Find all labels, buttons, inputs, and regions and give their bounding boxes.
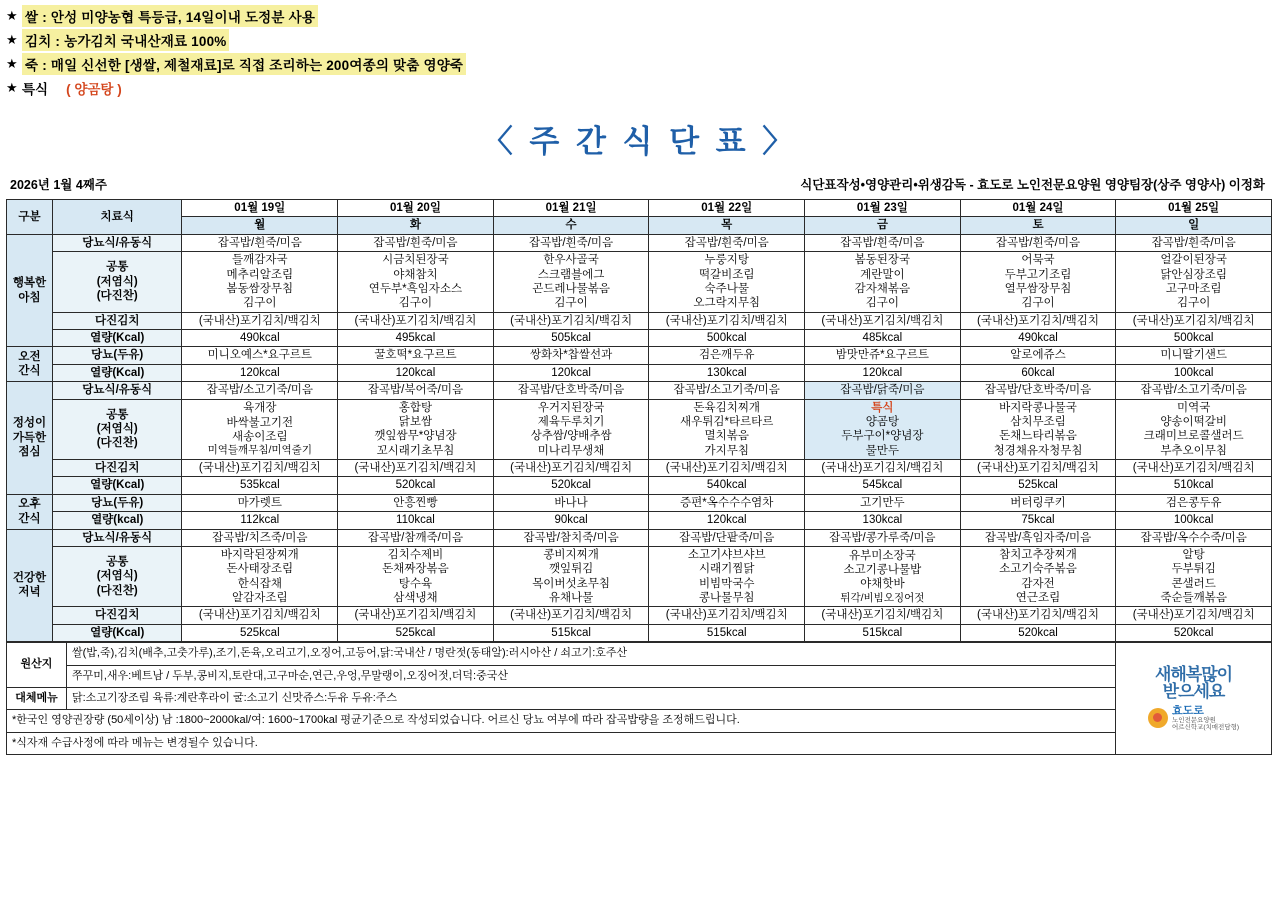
facility-sub2: 어르신학교(치매전담형): [1171, 724, 1240, 732]
cell: 미니딸기샌드: [1116, 347, 1272, 364]
star-icon: ★: [6, 7, 18, 23]
note-row-2: [7, 732, 1116, 754]
cell: 검은콩두유: [1116, 494, 1272, 511]
alt-menu-line: 닭:소고기장조림 육류:계란후라이 굴:소고기 신맛쥬스:두유 두유:주스: [67, 687, 1116, 709]
note-row-1: [7, 710, 1116, 732]
snack-pm-kcal-row: [7, 512, 1272, 529]
cell: 고기만두: [805, 494, 961, 511]
star-icon: ★: [6, 55, 18, 71]
cell: 잡곡밥/옥수수죽/미음: [1116, 529, 1272, 546]
cell: 잡곡밥/흑임자죽/미음: [960, 529, 1116, 546]
cell: (국내산)포기김치/백김치: [493, 607, 649, 624]
dish-cell: 봄동된장국 계란말이 감자채볶음 김구이: [805, 252, 961, 313]
dish-cell: 육개장 바싹불고기전 새송이조림 미역들깨무침/미역줄기: [182, 399, 338, 460]
dish-cell: 김치수제비 돈채짜장볶음 탕수육 삼색냉채: [338, 546, 494, 607]
cell: 잡곡밥/닭죽/미음: [805, 382, 961, 399]
row-label-kimchi: 다진김치: [52, 312, 182, 329]
cell: 120kcal: [649, 512, 805, 529]
header-day-5: 토: [960, 217, 1116, 234]
cell: 잡곡밥/소고기죽/미음: [649, 382, 805, 399]
dish-cell: 참치고추장찌개 소고기숙주볶음 감자전 연근조림: [960, 546, 1116, 607]
cell: 잡곡밥/흰죽/미음: [338, 234, 494, 251]
cell: 잡곡밥/소고기죽/미음: [182, 382, 338, 399]
cell: 120kcal: [338, 364, 494, 381]
cell: 잡곡밥/흰죽/미음: [960, 234, 1116, 251]
cell: 540kcal: [649, 477, 805, 494]
cell: 515kcal: [493, 624, 649, 641]
row-label-dangnyo-duyu: 당뇨(두유): [52, 347, 182, 364]
cell: 잡곡밥/참치죽/미음: [493, 529, 649, 546]
header-day-0: 월: [182, 217, 338, 234]
dish-cell: 어묵국 두부고기조림 열무쌈장무침 김구이: [960, 252, 1116, 313]
header-date-0: 01월 19일: [182, 200, 338, 217]
section-snack-am: 오전 간식: [7, 347, 53, 382]
row-label-kcal: 열량(Kcal): [52, 477, 182, 494]
cell: (국내산)포기김치/백김치: [182, 460, 338, 477]
origin-line-2: 쭈꾸미,새우:베트남 / 두부,콩비지,토란대,고구마순,연근,우엉,무말랭이,오징어젓,더덕:중국산: [67, 665, 1116, 687]
note-row: [6, 30, 1279, 49]
table-header-dates: [7, 200, 1272, 217]
alt-menu-label: 대체메뉴: [7, 687, 67, 709]
cell: (국내산)포기김치/백김치: [649, 607, 805, 624]
cell: 490kcal: [182, 330, 338, 347]
cell: 꿀호떡*요구르트: [338, 347, 494, 364]
breakfast-dangnyo-row: [7, 234, 1272, 251]
origin-label: 원산지: [7, 643, 67, 688]
page-title: 〈 주 간 식 단 표 〉: [481, 124, 798, 159]
dish-cell: 들깨감자국 메추리알조림 봄동쌈장무침 김구이: [182, 252, 338, 313]
dinner-dangnyo-row: [7, 529, 1272, 546]
star-icon: ★: [6, 31, 18, 47]
dish-cell: 소고기샤브샤브 시래기찜닭 비빔막국수 콩나물무침: [649, 546, 805, 607]
row-label-kcal: 열량(Kcal): [52, 364, 182, 381]
cell: 485kcal: [805, 330, 961, 347]
cell: 510kcal: [1116, 477, 1272, 494]
cell: (국내산)포기김치/백김치: [805, 312, 961, 329]
special-note-row: [6, 78, 1279, 98]
cell: (국내산)포기김치/백김치: [1116, 312, 1272, 329]
cell: 미니오예스*요구르트: [182, 347, 338, 364]
cell: 525kcal: [960, 477, 1116, 494]
cell: 500kcal: [649, 330, 805, 347]
header-day-6: 일: [1116, 217, 1272, 234]
footer-note-2: *식자재 수급사정에 따라 메뉴는 변경될수 있습니다.: [7, 732, 1116, 754]
cell: 쌍화차*찹쌀선과: [493, 347, 649, 364]
dinner-kcal-row: [7, 624, 1272, 641]
cell: 120kcal: [493, 364, 649, 381]
special-note-value: ( 양곰탕 ): [66, 82, 122, 97]
header-day-2: 수: [493, 217, 649, 234]
header-gubun: 구분: [7, 200, 53, 235]
row-label-kcal: 열량(kcal): [52, 512, 182, 529]
cell: (국내산)포기김치/백김치: [338, 312, 494, 329]
cell: 520kcal: [1116, 624, 1272, 641]
cell: (국내산)포기김치/백김치: [182, 607, 338, 624]
facility-sub: 노인전문요양원: [1171, 717, 1216, 725]
row-label-gongtong: 공통 (저염식) (다진찬): [52, 252, 182, 313]
cell: 잡곡밥/흰죽/미음: [1116, 234, 1272, 251]
cell: (국내산)포기김치/백김치: [493, 312, 649, 329]
cell: (국내산)포기김치/백김치: [960, 312, 1116, 329]
cell: 밤맛만쥬*요구르트: [805, 347, 961, 364]
cell: (국내산)포기김치/백김치: [182, 312, 338, 329]
header-date-1: 01월 20일: [338, 200, 494, 217]
cell: 525kcal: [182, 624, 338, 641]
cell: 515kcal: [649, 624, 805, 641]
cell: 545kcal: [805, 477, 961, 494]
logo-bottom: [1148, 705, 1239, 731]
cell: 515kcal: [805, 624, 961, 641]
cell: 100kcal: [1116, 512, 1272, 529]
row-label-kcal: 열량(Kcal): [52, 330, 182, 347]
dish-cell: 한우사골국 스크램블에그 곤드레나물볶음 김구이: [493, 252, 649, 313]
lunch-kimchi-row: [7, 460, 1272, 477]
sun-logo-icon: [1148, 708, 1168, 728]
header-day-1: 화: [338, 217, 494, 234]
row-label-dangnyo: 당뇨식/유동식: [52, 529, 182, 546]
section-snack-pm: 오후 간식: [7, 494, 53, 529]
cell: (국내산)포기김치/백김치: [338, 607, 494, 624]
row-label-dangnyo: 당뇨식/유동식: [52, 234, 182, 251]
cell: 130kcal: [649, 364, 805, 381]
alt-menu-row: [7, 687, 1116, 709]
footer-block: [6, 642, 1272, 755]
origin-row-1: [7, 643, 1116, 665]
section-dinner: 건강한 저녁: [7, 529, 53, 642]
dinner-kimchi-row: [7, 607, 1272, 624]
row-label-kcal: 열량(Kcal): [52, 624, 182, 641]
dish-cell: 콩비지찌개 깻잎튀김 목이버섯초무침 유채나물: [493, 546, 649, 607]
cell: (국내산)포기김치/백김치: [1116, 460, 1272, 477]
cell: 120kcal: [182, 364, 338, 381]
breakfast-kimchi-row: [7, 312, 1272, 329]
meta-line: [0, 175, 1279, 199]
cell: 130kcal: [805, 512, 961, 529]
cell: (국내산)포기김치/백김치: [493, 460, 649, 477]
cell: 90kcal: [493, 512, 649, 529]
cell: 120kcal: [805, 364, 961, 381]
origin-row-2: [7, 665, 1116, 687]
row-label-dangnyo: 당뇨식/유동식: [52, 382, 182, 399]
note-row: [6, 6, 1279, 25]
cell: 525kcal: [338, 624, 494, 641]
cell: 버터링쿠키: [960, 494, 1116, 511]
row-label-dangnyo-duyu: 당뇨(두유): [52, 494, 182, 511]
dish-cell: 돈육김치찌개 새우튀김*타르타르 멸치볶음 가지무침: [649, 399, 805, 460]
row-label-kimchi: 다진김치: [52, 607, 182, 624]
facility-name: 효도로: [1171, 705, 1204, 718]
section-breakfast: 행복한 아침: [7, 234, 53, 347]
cell: 잡곡밥/북어죽/미음: [338, 382, 494, 399]
snack-am-items-row: [7, 347, 1272, 364]
header-date-6: 01월 25일: [1116, 200, 1272, 217]
cell: 110kcal: [338, 512, 494, 529]
cell: (국내산)포기김치/백김치: [960, 460, 1116, 477]
footer-note-1: *한국인 영양권장량 (50세이상) 남 :1800~2000kal/여: 1600~1700kal 평균기준으로 작성되었습니다. 어르신 당뇨 여부에 따라 잡곡밥량을 조정해드립니다.: [7, 710, 1116, 732]
cell: 520kcal: [960, 624, 1116, 641]
star-icon: ★: [6, 80, 18, 95]
week-label: 2026년 1월 4째주: [10, 178, 107, 192]
cell: 535kcal: [182, 477, 338, 494]
snack-am-kcal-row: [7, 364, 1272, 381]
row-label-kimchi: 다진김치: [52, 460, 182, 477]
lunch-kcal-row: [7, 477, 1272, 494]
dish-cell: 얼갈이된장국 닭안심장조림 고구마조림 김구이: [1116, 252, 1272, 313]
cell: 505kcal: [493, 330, 649, 347]
cell: (국내산)포기김치/백김치: [960, 607, 1116, 624]
cell: (국내산)포기김치/백김치: [805, 460, 961, 477]
cell: 75kcal: [960, 512, 1116, 529]
cell: 잡곡밥/흰죽/미음: [182, 234, 338, 251]
cell: 잡곡밥/단호박죽/미음: [493, 382, 649, 399]
cell: 바나나: [493, 494, 649, 511]
dish-cell: 바지락된장찌개 돈사태장조림 한식잡채 알감자조림: [182, 546, 338, 607]
cell: (국내산)포기김치/백김치: [649, 312, 805, 329]
header-date-5: 01월 24일: [960, 200, 1116, 217]
special-note-label: 특식: [22, 82, 49, 97]
header-day-4: 금: [805, 217, 961, 234]
new-year-greeting: 새해복많이 받으세요: [1154, 664, 1233, 702]
table-header-days: [7, 217, 1272, 234]
breakfast-kcal-row: [7, 330, 1272, 347]
cell: 112kcal: [182, 512, 338, 529]
cell: 잡곡밥/흰죽/미음: [493, 234, 649, 251]
cell: (국내산)포기김치/백김치: [805, 607, 961, 624]
cell: 잡곡밥/치즈죽/미음: [182, 529, 338, 546]
header-chiryo: 치료식: [52, 200, 182, 235]
notes-block: [0, 0, 1279, 98]
section-lunch: 정성이 가득한 점심: [7, 382, 53, 495]
dish-cell: 우거지된장국 제육두루치기 상추쌈/양배추쌈 미나리무생채: [493, 399, 649, 460]
cell: 잡곡밥/참깨죽/미음: [338, 529, 494, 546]
cell: 500kcal: [1116, 330, 1272, 347]
dish-cell: 알탕 두부튀김 콘샐러드 죽순들깨볶음: [1116, 546, 1272, 607]
weekly-menu-table: [6, 199, 1272, 642]
cell: 잡곡밥/콩가루죽/미음: [805, 529, 961, 546]
row-label-gongtong: 공통 (저염식) (다진찬): [52, 546, 182, 607]
dish-cell: 미역국 양송이떡갈비 크래미브로콜샐러드 부추오이무침: [1116, 399, 1272, 460]
dish-cell-special: 특식 양곰탕 두부구이*양념장 물만두: [805, 399, 961, 460]
note-row: [6, 54, 1279, 73]
cell: 잡곡밥/단팥죽/미음: [649, 529, 805, 546]
dish-cell: 유부미소장국 소고기콩나물밥 야채핫바 튀각/비빔오징어젓: [805, 546, 961, 607]
cell: 잡곡밥/소고기죽/미음: [1116, 382, 1272, 399]
author-label: 식단표작성•영양관리•위생감독 - 효도로 노인전문요양원 영양팀장(상주 영양사) 이정화: [800, 178, 1265, 192]
snack-pm-items-row: [7, 494, 1272, 511]
footer-table: [6, 642, 1116, 755]
cell: 잡곡밥/흰죽/미음: [649, 234, 805, 251]
dish-cell: 홍합탕 닭보쌈 깻잎쌈무*양념장 꼬시래기초무침: [338, 399, 494, 460]
cell: (국내산)포기김치/백김치: [338, 460, 494, 477]
cell: 60kcal: [960, 364, 1116, 381]
cell: 520kcal: [493, 477, 649, 494]
cell: 100kcal: [1116, 364, 1272, 381]
cell: 잡곡밥/흰죽/미음: [805, 234, 961, 251]
header-date-2: 01월 21일: [493, 200, 649, 217]
dinner-dishes-row: [7, 546, 1272, 607]
cell: 잡곡밥/단호박죽/미음: [960, 382, 1116, 399]
cell: (국내산)포기김치/백김치: [1116, 607, 1272, 624]
origin-line-1: 쌀(밥,죽),김치(배추,고춧가루),조기,돈육,오리고기,오징어,고등어,닭:국내산 / 명란젓(동태알):러시아산 / 쇠고기:호주산: [67, 643, 1116, 665]
dish-cell: 누룽지탕 떡갈비조림 숙주나물 오그락지무침: [649, 252, 805, 313]
dish-cell: 바지락콩나물국 삼치무조림 돈채느타리볶음 청경채유자청무침: [960, 399, 1116, 460]
cell: 495kcal: [338, 330, 494, 347]
header-date-4: 01월 23일: [805, 200, 961, 217]
note-text: 쌀 : 안성 미양농협 특등급, 14일이내 도정분 사용: [22, 5, 318, 27]
lunch-dangnyo-row: [7, 382, 1272, 399]
cell: 490kcal: [960, 330, 1116, 347]
cell: 알로에쥬스: [960, 347, 1116, 364]
cell: 520kcal: [338, 477, 494, 494]
lunch-dishes-row: [7, 399, 1272, 460]
breakfast-dishes-row: [7, 252, 1272, 313]
cell: 마가렛트: [182, 494, 338, 511]
cell: 증편*옥수수수염차: [649, 494, 805, 511]
header-day-3: 목: [649, 217, 805, 234]
header-date-3: 01월 22일: [649, 200, 805, 217]
cell: 검은깨두유: [649, 347, 805, 364]
facility-logo: [1116, 642, 1272, 755]
dish-cell: 시금치된장국 야채참치 연두부*흑임자소스 김구이: [338, 252, 494, 313]
note-text: 김치 : 농가김치 국내산재료 100%: [22, 29, 229, 51]
cell: (국내산)포기김치/백김치: [649, 460, 805, 477]
cell: 안흥찐빵: [338, 494, 494, 511]
row-label-gongtong: 공통 (저염식) (다진찬): [52, 399, 182, 460]
note-text: 죽 : 매일 신선한 [생쌀, 제철재료]로 직접 조리하는 200여종의 맞춤 영양죽: [22, 53, 466, 75]
